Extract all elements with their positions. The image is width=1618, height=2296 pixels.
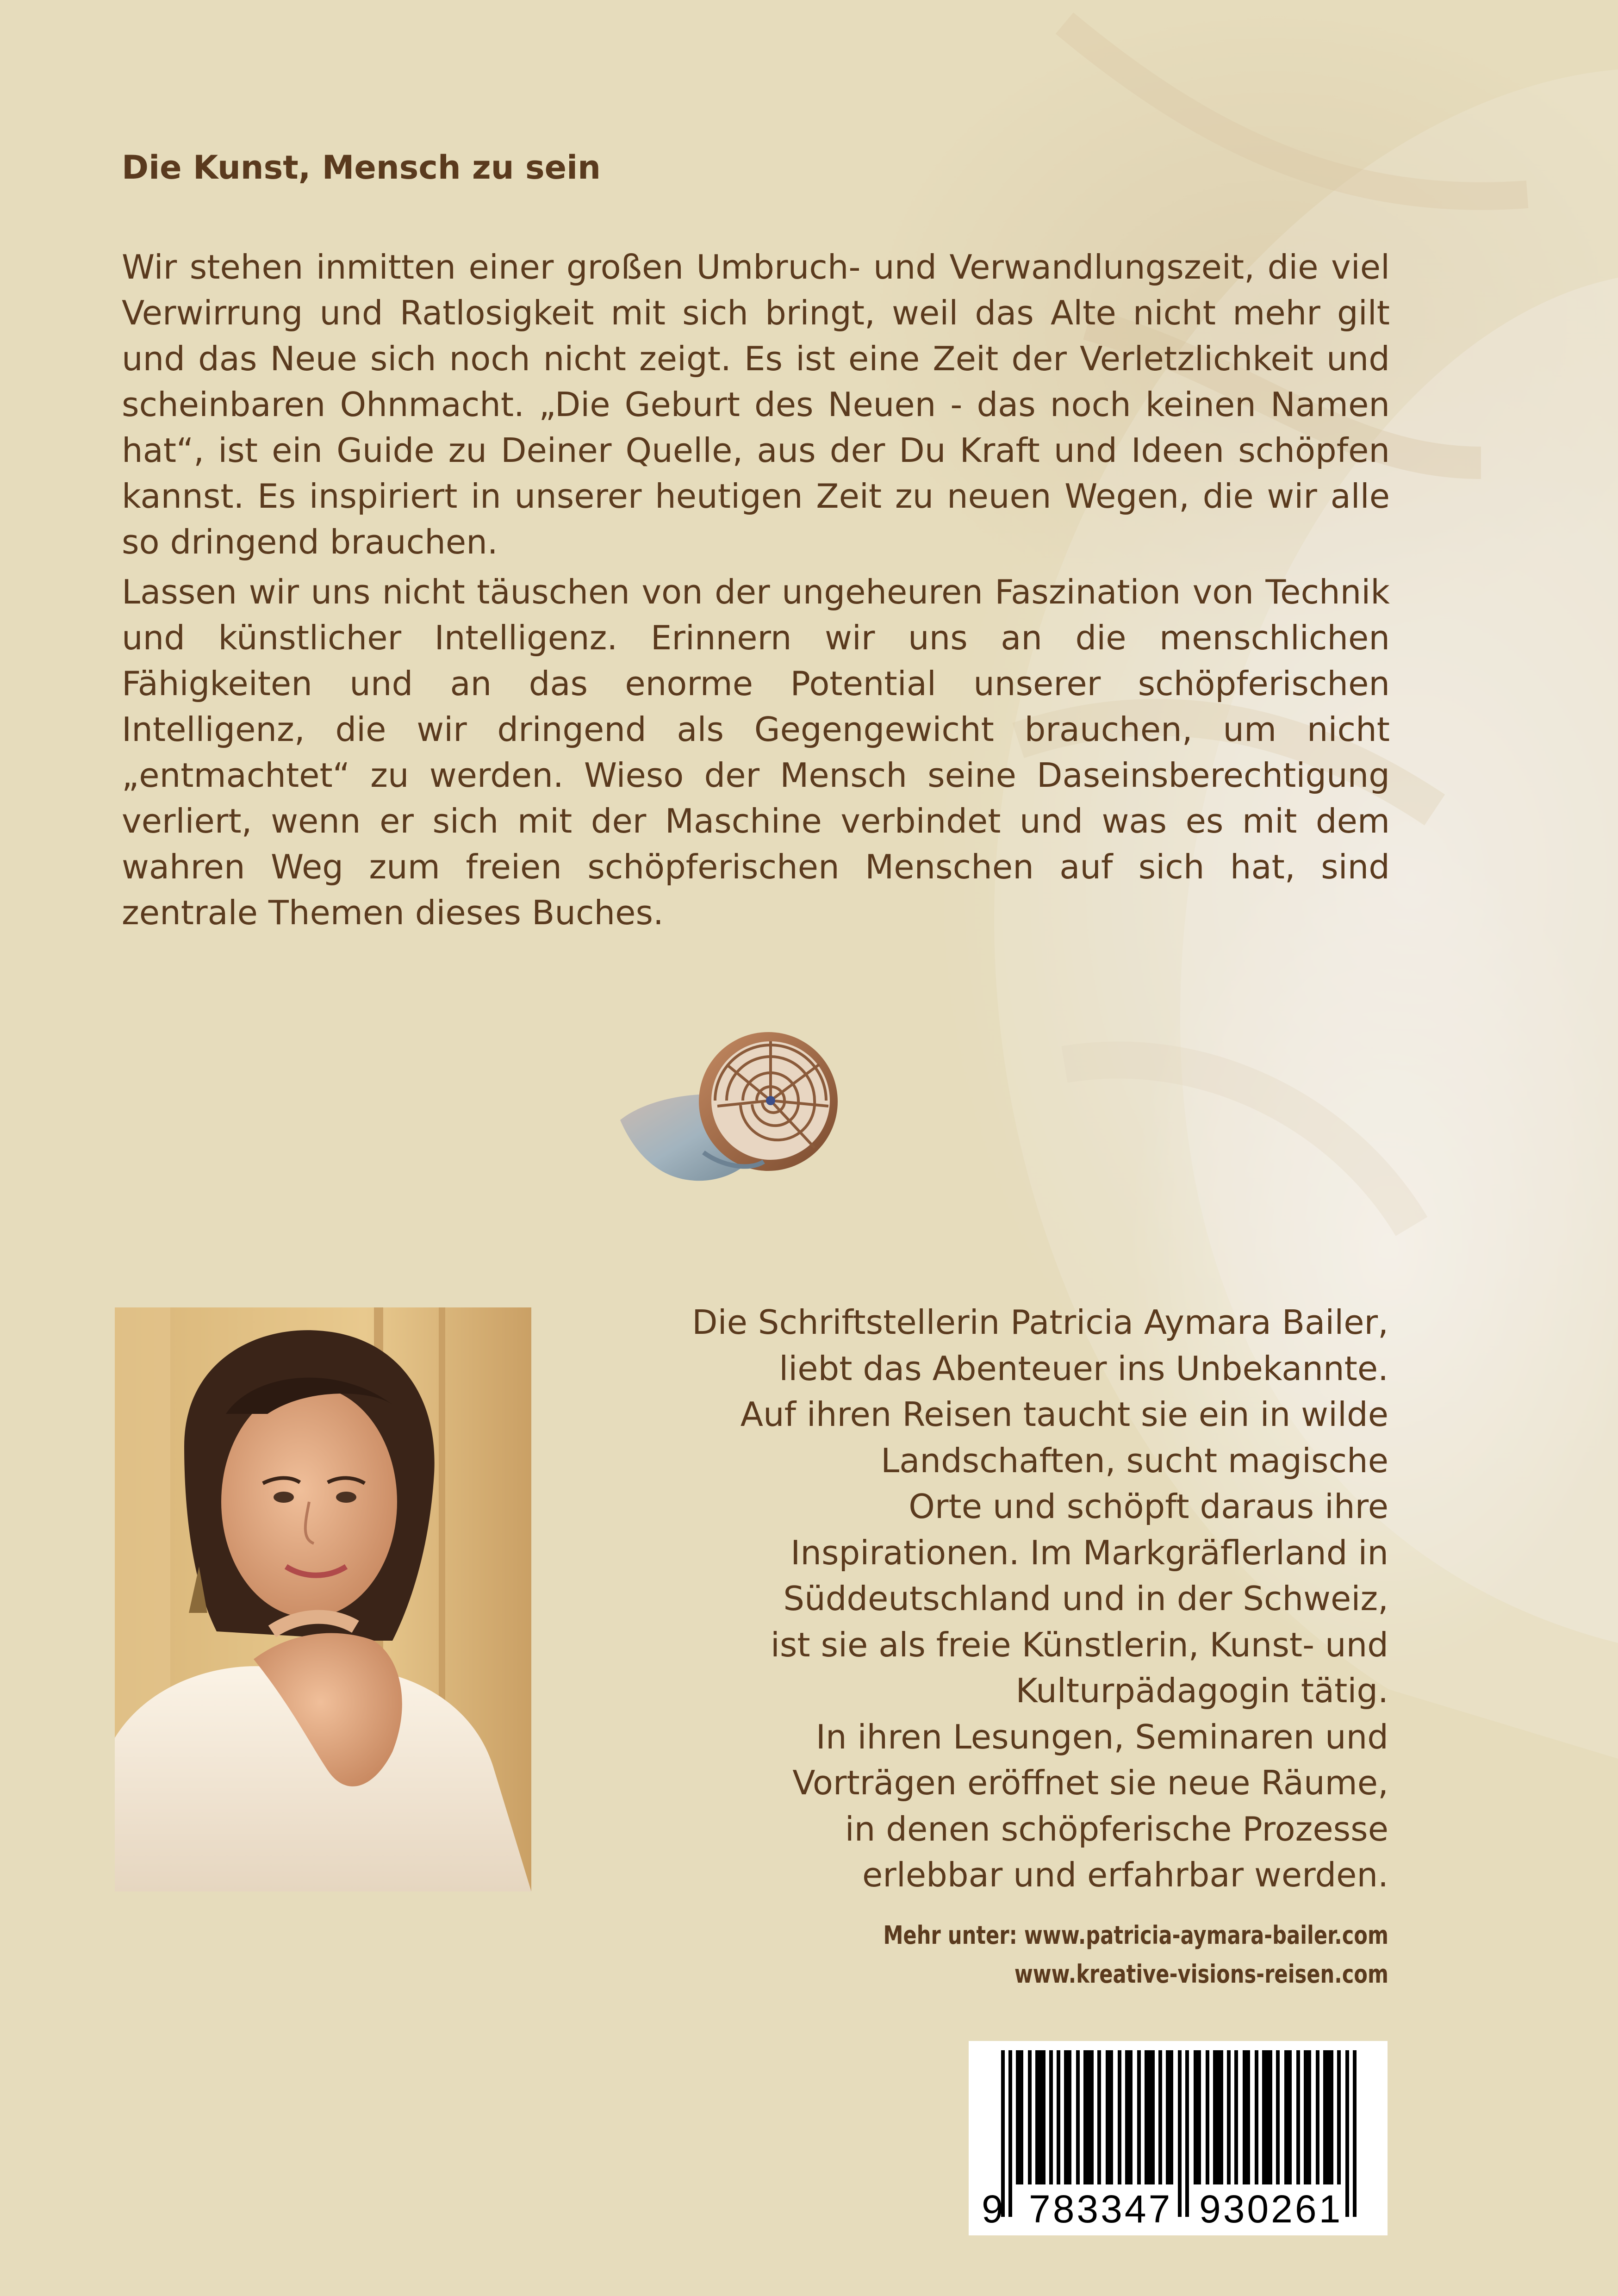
- author-bio-line: Landschaften, sucht magische: [881, 1441, 1388, 1480]
- section-heading: Die Kunst, Mensch zu sein: [122, 149, 601, 187]
- isbn-barcode: [969, 2041, 1388, 2235]
- nautilus-shell-icon: [611, 1014, 852, 1199]
- author-bio-line: liebt das Abenteuer ins Unbekannte.: [779, 1349, 1388, 1388]
- website-link-travel[interactable]: www.kreative-visions-reisen.com: [1014, 1960, 1388, 1989]
- author-bio-line: Kulturpädagogin tätig.: [1015, 1671, 1388, 1710]
- author-bio: [648, 1300, 1388, 1898]
- author-bio-line: In ihren Lesungen, Seminaren und: [815, 1717, 1388, 1756]
- author-bio-line: ist sie als freie Künstlerin, Kunst- und: [770, 1625, 1388, 1664]
- author-bio-line: Orte und schöpft daraus ihre: [909, 1487, 1388, 1526]
- isbn-left-group: 783347: [1029, 2187, 1173, 2231]
- intro-paragraph-1: Wir stehen inmitten einer großen Umbruch- und Verwandlungszeit, die viel Verwirrung und Ratlosigkeit mit sich bringt, weil das Alte nicht mehr gilt und das Neue sich noch nicht zeigt. Es ist eine Zeit der Verletzlichkeit und scheinbaren Ohnmacht. „Die Geburt des Neuen - das noch keinen Namen hat“, ist ein Guide zu Deiner Quelle, aus der Du Kraft und Ideen schöpfen kannst. Es inspiriert in unserer heutigen Zeit zu neuen Wegen, die wir alle so dringend brauchen.: [122, 248, 1390, 561]
- author-bio-line: in denen schöpferische Prozesse: [845, 1809, 1388, 1848]
- author-bio-line: Süddeutschland und in der Schweiz,: [783, 1579, 1388, 1618]
- author-bio-line: Inspirationen. Im Markgräflerland in: [790, 1533, 1388, 1572]
- isbn-right-group: 930261: [1199, 2187, 1343, 2231]
- author-bio-line: erlebbar und erfahrbar werden.: [862, 1855, 1388, 1894]
- website-link-author[interactable]: Mehr unter: www.patricia-aymara-bailer.com: [883, 1921, 1388, 1950]
- author-bio-line: Auf ihren Reisen taucht sie ein in wilde: [740, 1395, 1388, 1434]
- author-portrait: [115, 1307, 531, 1892]
- intro-paragraph-2: Lassen wir uns nicht täuschen von der ungeheuren Faszination von Technik und künstlicher Intelligenz. Erinnern wir uns an die menschlichen Fähigkeiten und an das enorme Potential unserer schöpferischen Intelligenz, die wir dringend als Gegengewicht brauchen, um nicht „entmachtet“ zu werden. Wieso der Mensch seine Daseinsberechtigung verliert, wenn er sich mit der Maschine verbindet und was es mit dem wahren Weg zum freien schöpferischen Menschen auf sich hat, sind zentrale Themen dieses Buches.: [122, 572, 1390, 932]
- author-bio-line: Die Schriftstellerin Patricia Aymara Bailer,: [692, 1303, 1388, 1342]
- author-bio-line: Vorträgen eröffnet sie neue Räume,: [792, 1763, 1388, 1802]
- isbn-first-digit: 9: [982, 2187, 1006, 2231]
- website-links: [796, 1916, 1388, 1994]
